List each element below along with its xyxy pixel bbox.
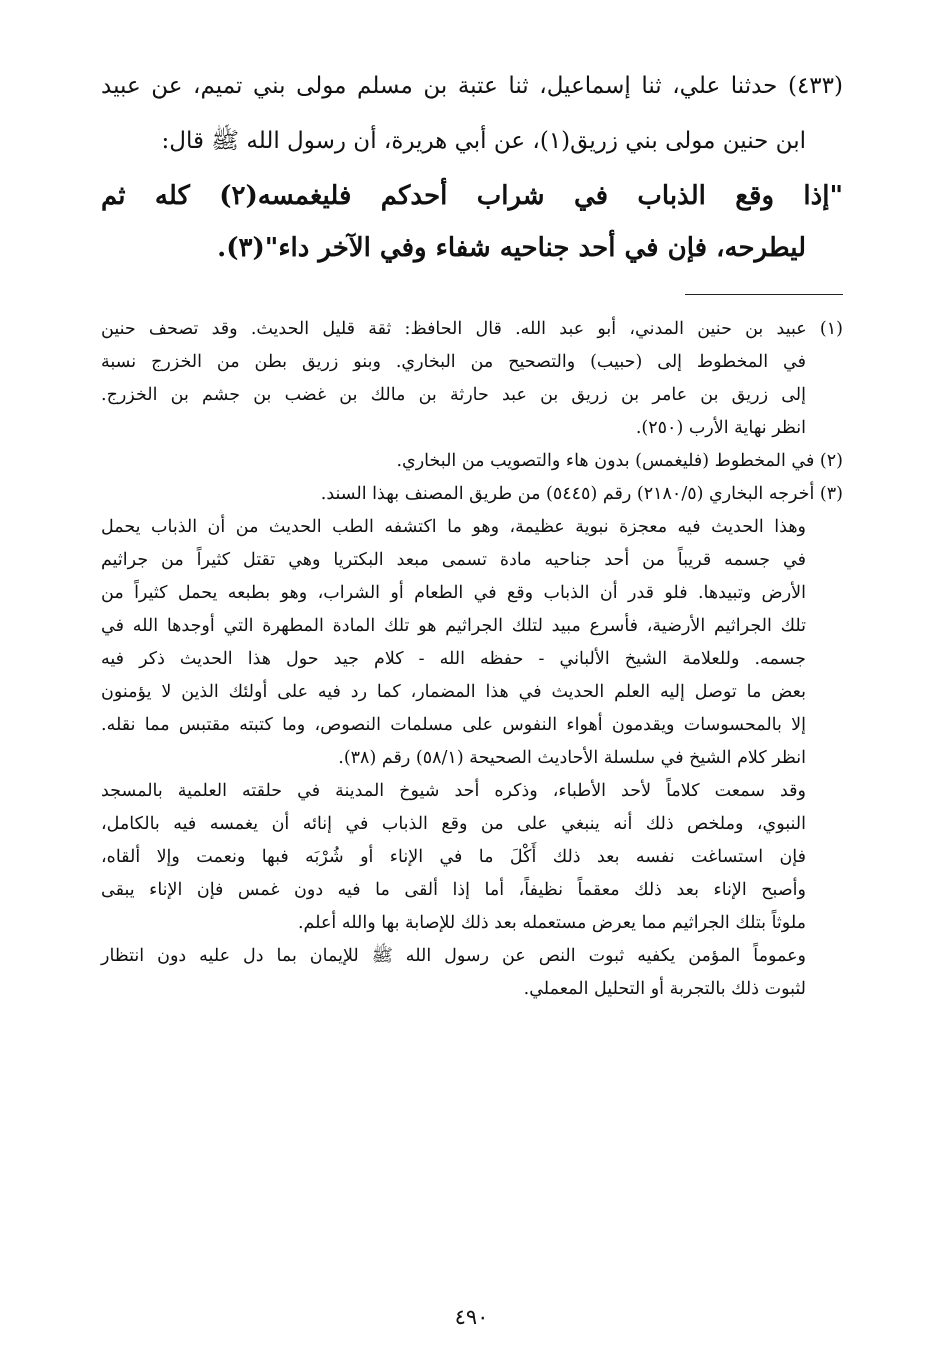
footnote-line: انظر كلام الشيخ في سلسلة الأحاديث الصحيحة (٥٨/١) رقم (٣٨). <box>338 748 806 768</box>
footnote-line: انظر نهاية الأرب (٢٥٠). <box>635 418 806 438</box>
footnote-line: الأرض وتبيدها. فلو قدر أن الذباب وقع في الطعام أو الشراب، وهو بطبعه يحمل كثيراً من <box>101 583 806 603</box>
hadith-text-line: ليطرحه، فإن في أحد جناحيه شفاء وفي الآخر داء"(٣). <box>217 233 806 263</box>
footnote-line: (١) عبيد بن حنين المدني، أبو عبد الله. قال الحافظ: ثقة قليل الحديث. وقد تصحف حنين <box>101 319 843 339</box>
footnote-separator <box>685 294 843 295</box>
footnote-line: (٢) في المخطوط (فليغمس) بدون هاء والتصويب من البخاري. <box>396 451 843 471</box>
footnote-line: في جسمه قريباً من أحد جناحيه مادة تسمى مبعد البكتريا وهي تقتل كثيراً من جراثيم <box>101 550 806 570</box>
footnote-line: وهذا الحديث فيه معجزة نبوية عظيمة، وهو ما اكتشفه الطب الحديث من أن الذباب يحمل <box>101 517 806 537</box>
footnote-line: (٣) أخرجه البخاري (٢١٨٠/٥) رقم (٥٤٤٥) من طريق المصنف بهذا السند. <box>320 484 843 504</box>
footnote-line: وقد سمعت كلاماً لأحد الأطباء، وذكره أحد شيوخ المدينة في حلقته العلمية بالمسجد <box>101 781 806 801</box>
hadith-text-line: "إذا وقع الذباب في شراب أحدكم فليغمسه(٢) كله ثم <box>101 181 843 211</box>
footnote-line: تلك الجراثيم الأرضية، فأسرع مبيد لتلك الجراثيم هو تلك المادة المطهرة التي أوجدها الله في <box>101 616 806 636</box>
footnote-line: فإن استساغت نفسه بعد ذلك أَكْلَ ما في الإناء أو شُرْبَه فبها ونعمت وإلا ألقاه، <box>101 847 806 867</box>
footnote-line: ملوثاً بتلك الجراثيم مما يعرض مستعمله بعد ذلك للإصابة بها والله أعلم. <box>297 913 806 933</box>
hadith-line: (٤٣٣) حدثنا علي، ثنا إسماعيل، ثنا عتبة بن مسلم مولى بني تميم، عن عبيد <box>101 73 843 99</box>
footnote-line: إلا بالمحسوسات ويقدمون أهواء النفوس على مسلمات النصوص، وما كتبته مقتبس مما نقله. <box>101 715 806 735</box>
footnote-line: بعض ما توصل إليه العلم الحديث في هذا المضمار، كما رد فيه على أولئك الذين لا يؤمنون <box>101 682 806 702</box>
footnote-line: وأصبح الإناء بعد ذلك معقماً نظيفاً، أما إذا ألقى ما فيه دون غمس فإن الإناء يبقى <box>101 880 806 900</box>
page-number: ٤٩٠ <box>454 1305 489 1329</box>
footnote-line: إلى زريق بن عامر بن زريق بن عبد حارثة بن مالك بن غضب بن جشم بن الخزرج. <box>101 385 806 405</box>
footnote-line: لثبوت ذلك بالتجربة أو التحليل المعملي. <box>523 979 806 999</box>
hadith-line: ابن حنين مولى بني زريق(١)، عن أبي هريرة، أن رسول الله ﷺ قال: <box>161 128 806 154</box>
footnote-line: جسمه. وللعلامة الشيخ الألباني - حفظه الله - كلام جيد حول هذا الحديث ذكر فيه <box>101 649 806 669</box>
footnote-line: النبوي، وملخص ذلك أنه ينبغي على من وقع الذباب في إنائه أن يغمسه فيه بالكامل، <box>101 814 806 834</box>
footnote-line: وعموماً المؤمن يكفيه ثبوت النص عن رسول الله ﷺ للإيمان بما دل عليه دون انتظار <box>101 946 806 966</box>
footnote-line: في المخطوط إلى (حبيب) والتصحيح من البخاري. وبنو زريق بطن من الخزرج نسبة <box>101 352 806 372</box>
